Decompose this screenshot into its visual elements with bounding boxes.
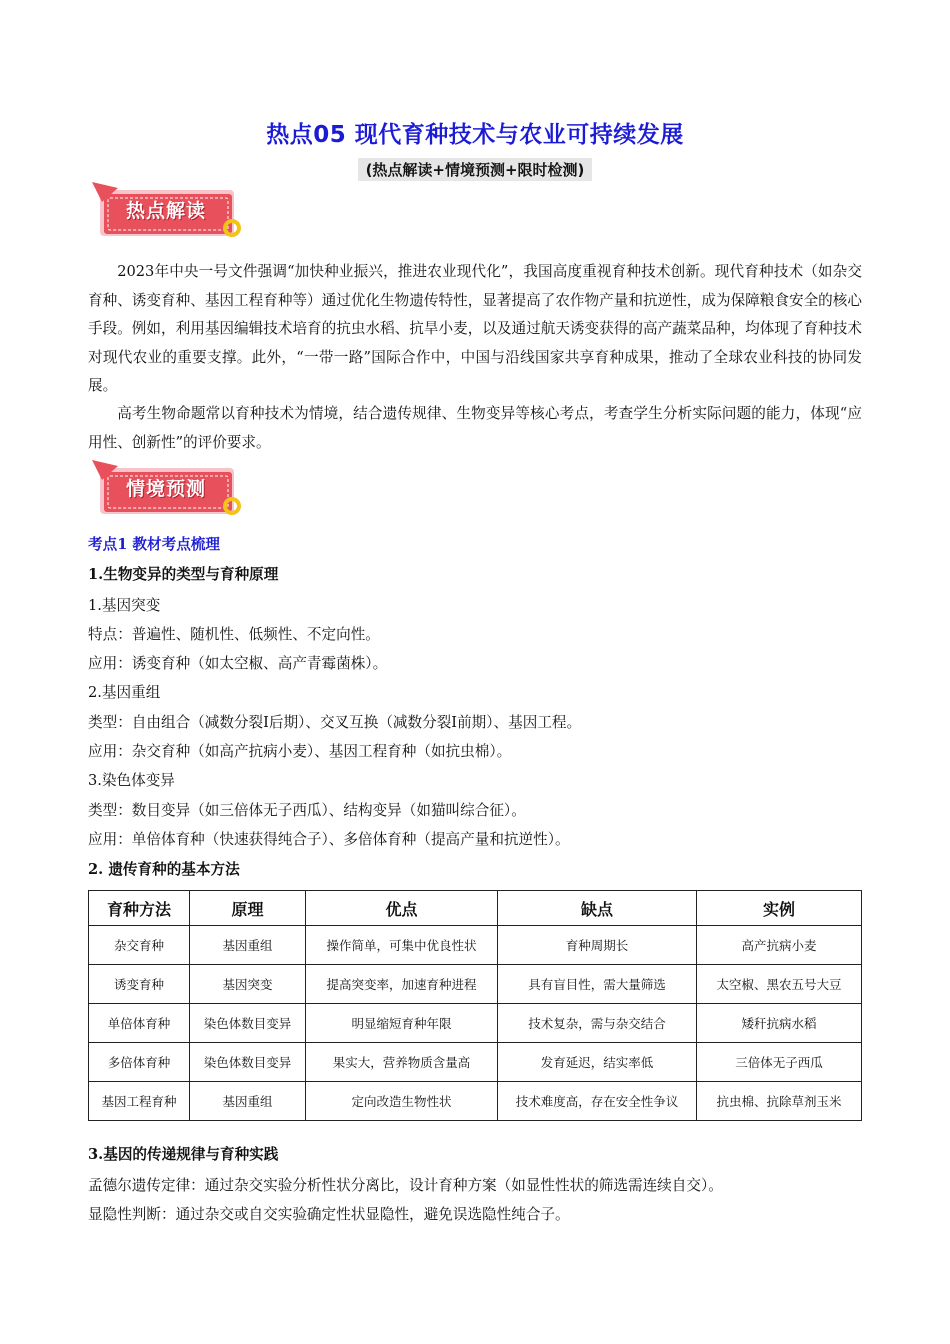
table-row: [89, 926, 862, 965]
table-cell: 定向改造生物性状: [306, 1082, 498, 1121]
table-cell: 太空椒、黑农五号大豆: [697, 965, 862, 1004]
interpretation-paragraph-2: 高考生物命题常以育种技术为情境，结合遗传规律、生物变异等核心考点，考查学生分析实际问题的能力，体现“应用性、创新性”的评价要求。: [88, 405, 862, 451]
text-line: 2.基因重组: [88, 684, 161, 701]
table-header-cell: 实例: [697, 891, 862, 926]
table-header-cell: 原理: [190, 891, 306, 926]
interpretation-paragraph-1: 2023年中央一号文件强调“加快种业振兴，推进农业现代化”，我国高度重视育种技术创新。现代育种技术（如杂交育种、诱变育种、基因工程育种等）通过优化生物遗传特性，显著提高了农作物产量和抗逆性，成为保障粮食安全的核心手段。例如，利用基因编辑技术培育的抗虫水稻、抗旱小麦，以及通过航天诱变获得的高产蔬菜品种，均体现了育种技术对现代农业的重要支撑。此外，“一带一路”国际合作中，中国与沿线国家共享育种成果，推动了全球农业科技的协同发展。: [88, 263, 862, 394]
table-cell: 技术复杂，需与杂交结合: [498, 1004, 697, 1043]
table-row: [89, 1082, 862, 1121]
subsection-title-methods: 2. 遗传育种的基本方法: [88, 861, 240, 878]
table-cell: 明显缩短育种年限: [306, 1004, 498, 1043]
table-cell: 单倍体育种: [89, 1004, 190, 1043]
subsection-title-variation: 1.生物变异的类型与育种原理: [88, 566, 279, 583]
table-cell: 矮秆抗病水稻: [697, 1004, 862, 1043]
banner-prediction: [88, 458, 248, 524]
banner-interpretation: [88, 180, 248, 246]
table-cell: 果实大，营养物质含量高: [306, 1043, 498, 1082]
table-cell: 基因重组: [190, 1082, 306, 1121]
table-cell: 抗虫棉、抗除草剂玉米: [697, 1082, 862, 1121]
subsection-title-inheritance: 3.基因的传递规律与育种实践: [88, 1146, 279, 1163]
table-row: [89, 1043, 862, 1082]
table-cell: 诱变育种: [89, 965, 190, 1004]
table-cell: 染色体数目变异: [190, 1043, 306, 1082]
table-header-cell: 育种方法: [89, 891, 190, 926]
table-cell: 高产抗病小麦: [697, 926, 862, 965]
table-header-row: [89, 891, 862, 926]
text-line: 类型：数目变异（如三倍体无子西瓜）、结构变异（如猫叫综合征）。: [88, 802, 526, 819]
text-line: 应用：诱变育种（如太空椒、高产青霉菌株）。: [88, 655, 388, 672]
text-line: 1.基因突变: [88, 597, 161, 614]
subtitle-container: [0, 158, 950, 181]
table-header-cell: 缺点: [498, 891, 697, 926]
text-line: 显隐性判断：通过杂交或自交实验确定性状显隐性，避免误选隐性纯合子。: [88, 1206, 570, 1223]
text-line: 特点：普遍性、随机性、低频性、不定向性。: [88, 626, 380, 643]
breeding-methods-table: [88, 890, 862, 1121]
table-header-cell: 优点: [306, 891, 498, 926]
section-heading-kaodian1: 考点1 教材考点梳理: [88, 536, 220, 553]
banner-prediction-label: 情境预测: [125, 478, 206, 500]
page-subtitle: (热点解读+情境预测+限时检测): [358, 158, 593, 181]
table-cell: 育种周期长: [498, 926, 697, 965]
table-cell: 多倍体育种: [89, 1043, 190, 1082]
table-cell: 操作简单，可集中优良性状: [306, 926, 498, 965]
banner-interpretation-label: 热点解读: [125, 200, 206, 222]
text-line: 类型：自由组合（减数分裂Ⅰ后期）、交叉互换（减数分裂Ⅰ前期）、基因工程。: [88, 714, 582, 731]
table-row: [89, 1004, 862, 1043]
text-line: 3.染色体变异: [88, 772, 175, 789]
table-cell: 技术难度高，存在安全性争议: [498, 1082, 697, 1121]
text-line: 应用：单倍体育种（快速获得纯合子）、多倍体育种（提高产量和抗逆性）。: [88, 831, 570, 848]
table-cell: 基因重组: [190, 926, 306, 965]
table-cell: 基因突变: [190, 965, 306, 1004]
table-row: [89, 965, 862, 1004]
table-cell: 发育延迟，结实率低: [498, 1043, 697, 1082]
table-cell: 三倍体无子西瓜: [697, 1043, 862, 1082]
table-cell: 杂交育种: [89, 926, 190, 965]
text-line: 应用：杂交育种（如高产抗病小麦）、基因工程育种（如抗虫棉）。: [88, 743, 512, 760]
table-cell: 具有盲目性，需大量筛选: [498, 965, 697, 1004]
page-title: 热点05 现代育种技术与农业可持续发展: [266, 122, 684, 148]
text-line: 孟德尔遗传定律：通过杂交实验分析性状分离比，设计育种方案（如显性性状的筛选需连续自交）。: [88, 1177, 723, 1194]
table-cell: 染色体数目变异: [190, 1004, 306, 1043]
table-cell: 基因工程育种: [89, 1082, 190, 1121]
table-cell: 提高突变率，加速育种进程: [306, 965, 498, 1004]
